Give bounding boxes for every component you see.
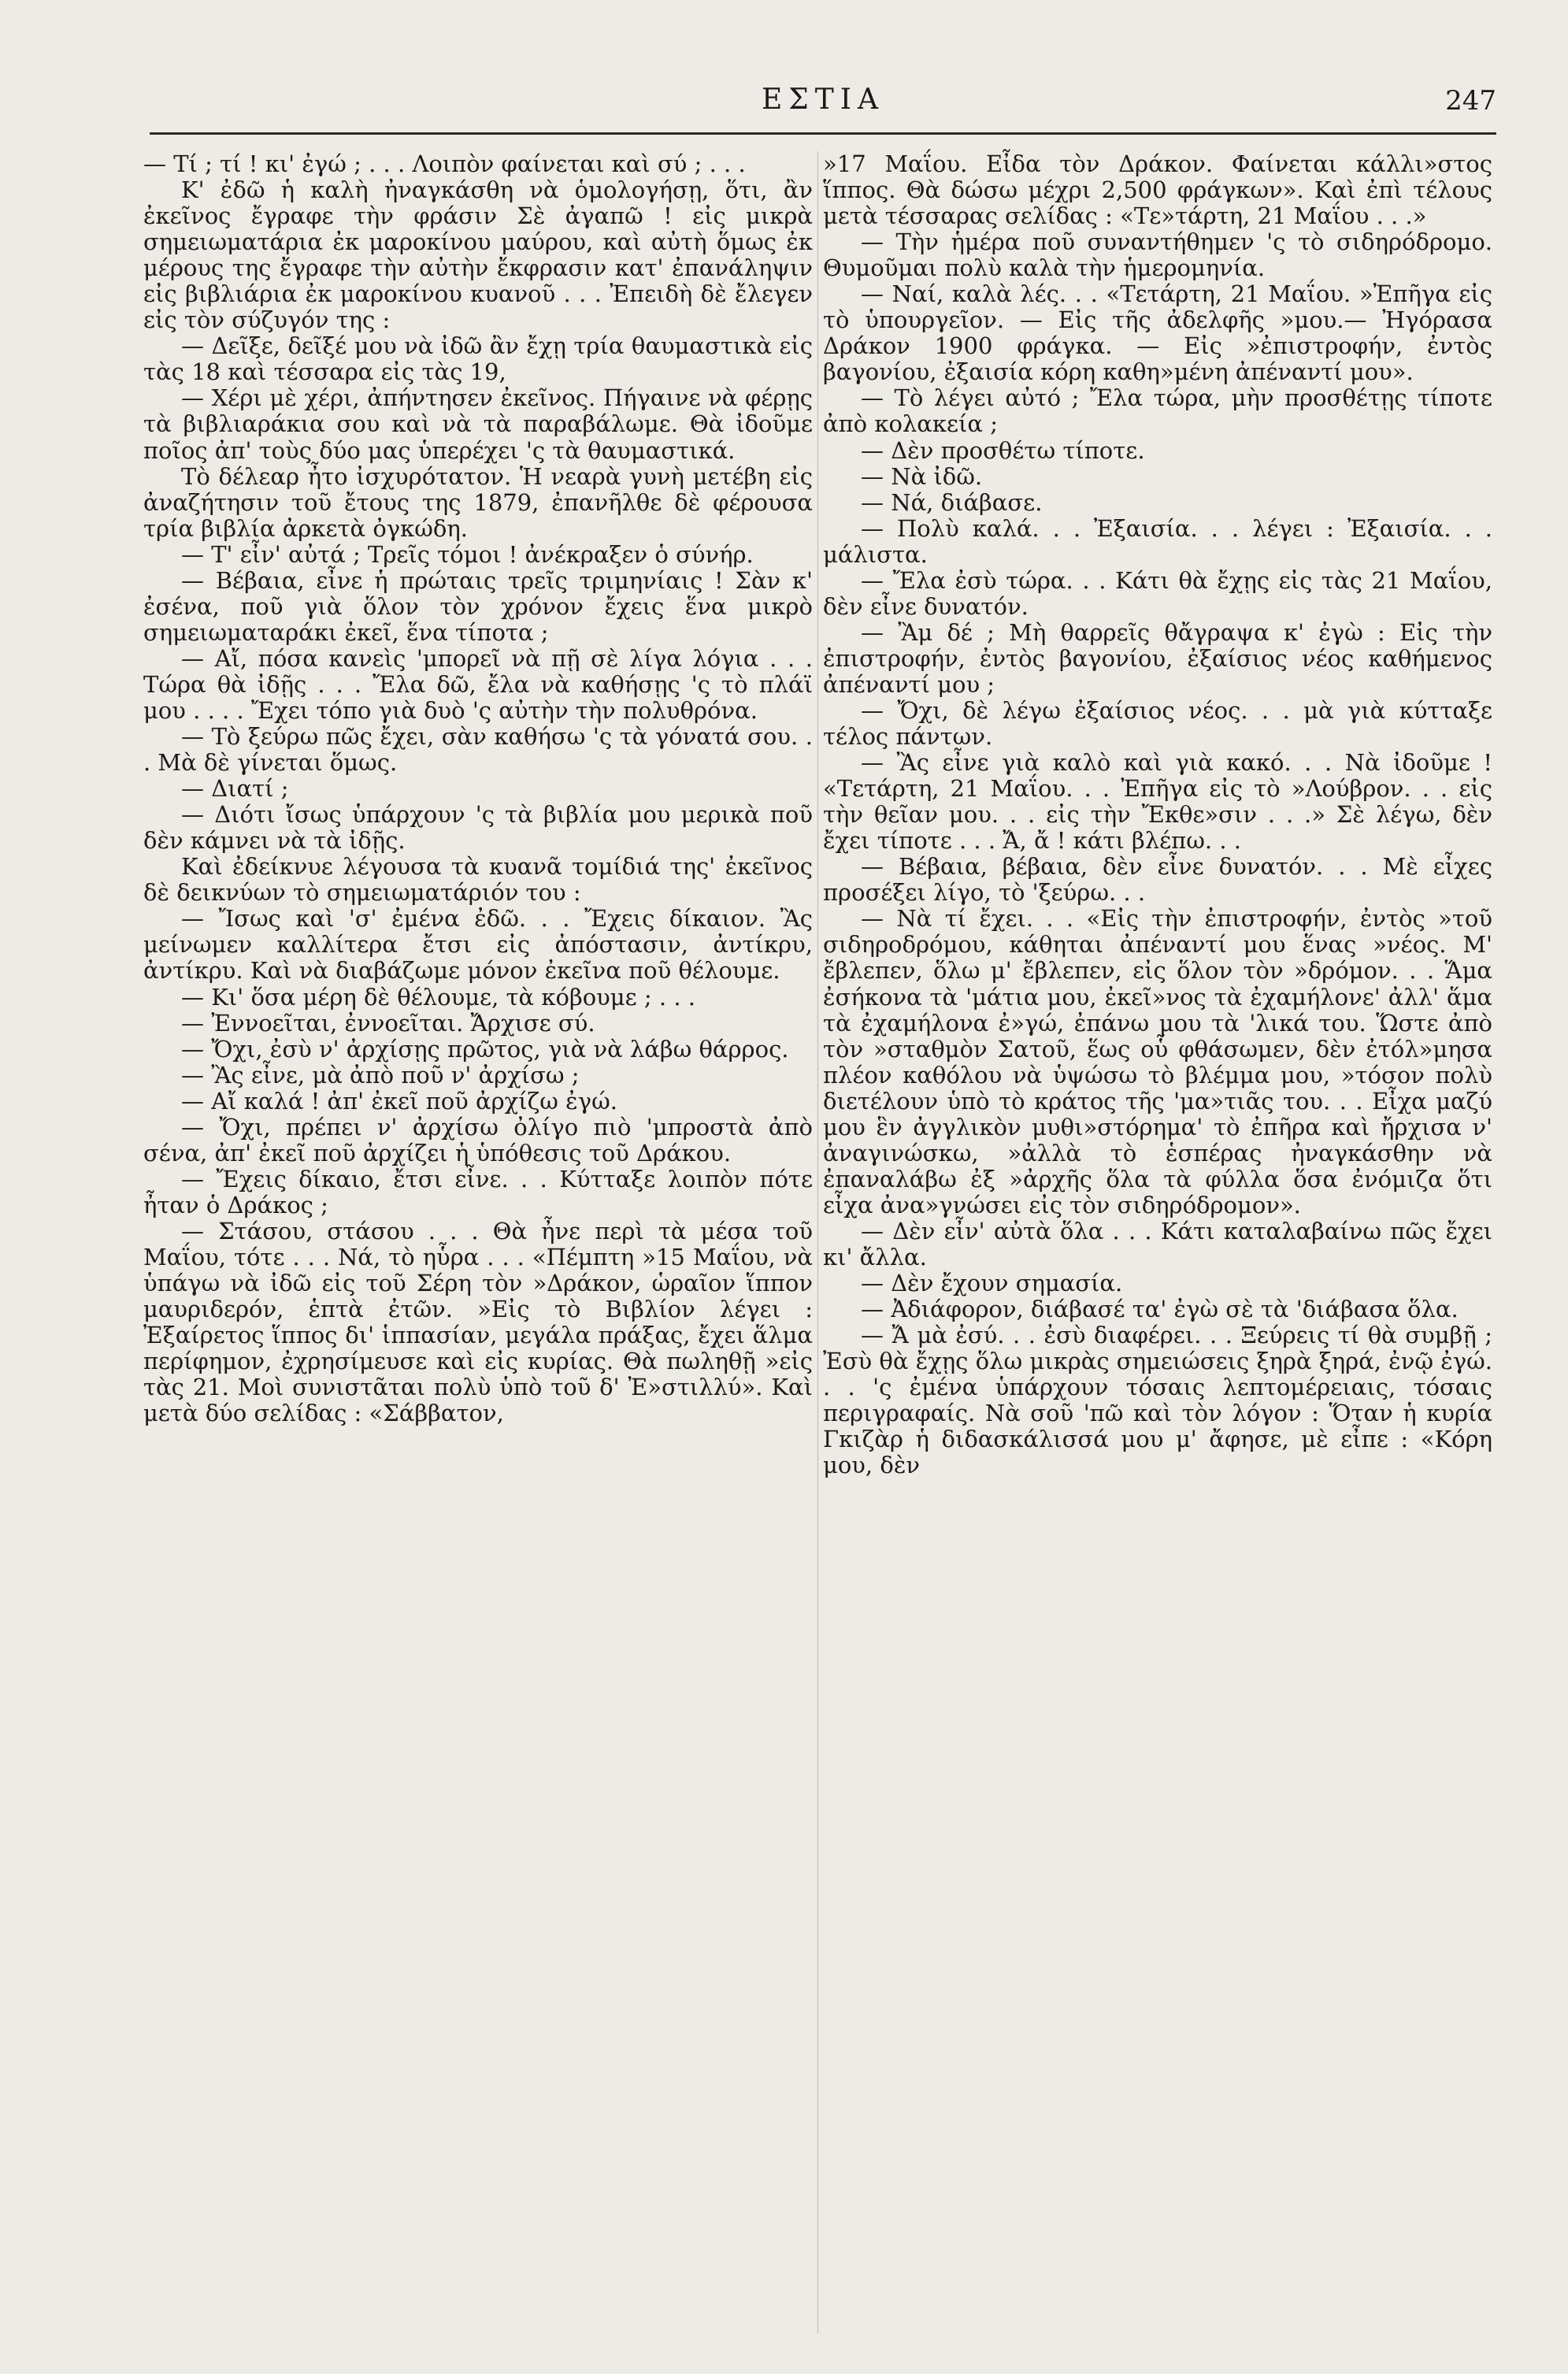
paragraph: — Δεῖξε, δεῖξέ μου νὰ ἰδῶ ἂν ἔχῃ τρία θαυμαστικὰ εἰς τὰς 18 καὶ τέσσαρα εἰς τὰς 19, xyxy=(143,332,813,386)
paragraph: — Χέρι μὲ χέρι, ἀπήντησεν ἐκεῖνος. Πήγαινε νὰ φέρῃς τὰ βιβλιαράκια σου καὶ νὰ τὰ παραβάλωμε. Θὰ ἰδοῦμε ποῖος ἀπ' τοὺς δύο μας ὑπερέχει 'ς τὰ θαυμαστικά. xyxy=(143,384,813,464)
paragraph: — Διατί ; xyxy=(181,775,289,803)
paragraph: Κ' ἐδῶ ἡ καλὴ ἠναγκάσθη νὰ ὁμολογήσῃ, ὅτι, ἂν ἐκεῖνος ἔγραφε τὴν φράσιν Σὲ ἀγαπῶ ! εἰς μικρὰ σημειωματάρια ἐκ μαροκίνου μαύρου, καὶ αὐτὴ ὅμως ἐκ μέρους της ἔγραφε τὴν αὐτὴν ἔκφρασιν κατ' ἐπανάληψιν εἰς βιβλιάρια ἐκ μαροκίνου κυανοῦ . . . Ἐπειδὴ δὲ ἔλεγεν εἰς τὸν σύζυγόν της : xyxy=(143,176,813,334)
paragraph: — Βέβαια, εἶνε ἡ πρώταις τρεῖς τριμηνίαις ! Σὰν κ' ἐσένα, ποῦ γιὰ ὅλον τὸν χρόνον ἔχεις ἕνα μικρὸ σημειωματαράκι ἐκεῖ, ἕνα τίποτα ; xyxy=(143,566,813,646)
paragraph: — Τί ; τί ! κι' ἐγώ ; . . . Λοιπὸν φαίνεται καὶ σύ ; . . . xyxy=(143,150,746,177)
paragraph: — Δὲν εἶν' αὐτὰ ὅλα . . . Κάτι καταλαβαίνω πῶς ἔχει κι' ἄλλα. xyxy=(823,1217,1492,1270)
paragraph: — Τὸ λέγει αὐτό ; Ἔλα τώρα, μὴν προσθέτῃς τίποτε ἀπὸ κολακεία ; xyxy=(823,384,1492,438)
paragraph: — Ἂς εἶνε, μὰ ἀπὸ ποῦ ν' ἀρχίσω ; xyxy=(181,1061,580,1089)
running-header xyxy=(150,77,1496,132)
paragraph: — Ἄ μὰ ἐσύ. . . ἐσὺ διαφέρει. . . Ξεύρεις τί θὰ συμβῇ ; Ἐσὺ θὰ ἔχῃς ὅλω μικρὰς σημειώσεις ξηρὰ ξηρά, ἐνῷ ἐγώ. . . 'ς ἐμένα ὑπάρχουν τόσαις λεπτομέρειαις, τόσαις περιγραφαίς. Νὰ σοῦ 'πῶ καὶ τὸν λόγον : Ὅταν ἡ κυρία Γκιζὰρ ἡ διδασκάλισσά μου μ' ἄφησε, μὲ εἶπε : «Κόρη μου, δὲν xyxy=(823,1322,1492,1479)
paragraph: — Πολὺ καλά. . . Ἐξαισία. . . λέγει : Ἐξαισία. . . μάλιστα. xyxy=(823,514,1492,568)
paragraph: — Διότι ἴσως ὑπάρχουν 'ς τὰ βιβλία μου μερικὰ ποῦ δὲν κάμνει νὰ τὰ ἰδῇς. xyxy=(143,801,813,855)
paragraph: — Ἂμ δέ ; Μὴ θαρρεῖς θἄγραψα κ' ἐγὼ : Εἰς τὴν ἐπιστροφήν, ἐντὸς βαγονίου, ἐξαίσιος νέος καθήμενος ἀπέναντί μου ; xyxy=(823,618,1492,698)
paragraph: — Ἔχεις δίκαιο, ἔτσι εἶνε. . . Κύτταξε λοιπὸν πότε ἦταν ὁ Δράκος ; xyxy=(143,1165,813,1219)
paragraph: — Αἴ καλά ! ἀπ' ἐκεῖ ποῦ ἀρχίζω ἐγώ. xyxy=(181,1087,617,1115)
paragraph: — Δὲν ἔχουν σημασία. xyxy=(861,1270,1123,1297)
paragraph: — Βέβαια, βέβαια, δὲν εἶνε δυνατόν. . . Μὲ εἶχες προσέξει λίγο, τὸ 'ξεύρω. . . xyxy=(823,853,1492,907)
paragraph: — Νὰ ἰδῶ. xyxy=(861,462,983,490)
paragraph: — Νά, διάβασε. xyxy=(861,488,1043,516)
paragraph: — Ἀδιάφορον, διάβασέ τα' ἐγὼ σὲ τὰ 'διάβασα ὅλα. xyxy=(861,1296,1459,1323)
paragraph: Τὸ δέλεαρ ἦτο ἰσχυρότατον. Ἡ νεαρὰ γυνὴ μετέβη εἰς ἀναζήτησιν τοῦ ἔτους της 1879, ἐπανῆλθε δὲ φέρουσα τρία βιβλία ἀρκετὰ ὀγκώδη. xyxy=(143,462,813,542)
paragraph: — Νὰ τί ἔχει. . . «Εἰς τὴν ἐπιστροφήν, ἐντὸς »τοῦ σιδηροδρόμου, κάθηται ἀπέναντί μου ἕνας »νέος. Μ' ἔβλεπεν, ὅλω μ' ἔβλεπεν, εἰς ὅλον τὸν »δρόμον. . . Ἅμα ἐσήκονα τὰ 'μάτια μου, ἐκεῖ»νος τὰ ἐχαμήλονε' ἀλλ' ἅμα τὰ ἐχαμήλονα ἐ»γώ, ἐπάνω μου τὰ 'λικά του. Ὥστε ἀπὸ τὸν »σταθμὸν Σατοῦ, ἕως οὗ φθάσωμεν, δὲν ἐτόλ»μησα πλέον καθόλου νὰ ὑψώσω τὸ βλέμμα μου, »τόσον πολὺ διετέλουν ὑπὸ τὸ κράτος τῆς 'μα»τιᾶς του. . . Εἶχα μαζύ μου ἓν ἀγγλικὸν μυθι»στόρημα' τὸ ἐπῆρα καὶ ἤρχισα ν' ἀναγινώσκω, »ἀλλὰ τὸ ἑσπέρας ἠναγκάσθην νὰ ἐπαναλάβω ἐξ »ἀρχῆς ὅλα τὰ φύλλα ὅσα ἐνόμιζα ὅτι εἶχα ἀνα»γνώσει εἰς τὸν σιδηρόδρομον». xyxy=(823,905,1492,1219)
paragraph: — Ναί, καλὰ λές. . . «Τετάρτη, 21 Μαΐου. »Ἐπῆγα εἰς τὸ ὑπουργεῖον. — Εἰς τῆς ἀδελφῆς »μου.— Ἠγόρασα Δράκον 1900 φράγκα. — Εἰς »ἐπιστροφήν, ἐντὸς βαγονίου, ἐξαισία κόρη καθη»μένη ἀπέναντί μου». xyxy=(823,280,1492,386)
paragraph: — Ἔλα ἐσὺ τώρα. . . Κάτι θὰ ἔχῃς εἰς τὰς 21 Μαΐου, δὲν εἶνε δυνατόν. xyxy=(823,566,1492,620)
paragraph: — Ἂς εἶνε γιὰ καλὸ καὶ γιὰ κακό. . . Νὰ ἰδοῦμε ! «Τετάρτη, 21 Μαΐου. . . Ἐπῆγα εἰς τὸ »Λούβρον. . . εἰς τὴν θεῖαν μου. . . εἰς τὴν Ἔκθε»σιν . . .» Σὲ λέγω, δὲν ἔχει τίποτε . . . Ἄ, ἄ ! κάτι βλέπω. . . xyxy=(823,749,1492,855)
right-column xyxy=(823,151,1492,1478)
paragraph: — Κι' ὅσα μέρη δὲ θέλουμε, τὰ κόβουμε ; . . . xyxy=(181,983,695,1011)
paragraph: — Δὲν προσθέτω τίποτε. xyxy=(861,436,1145,464)
paragraph: — Ἴσως καὶ 'σ' ἐμένα ἐδῶ. . . Ἔχεις δίκαιον. Ἂς μείνωμεν καλλίτερα ἔτσι εἰς ἀπόστασιν, ἀντίκρυ, ἀντίκρυ. Καὶ νὰ διαβάζωμε μόνον ἐκεῖνα ποῦ θέλουμε. xyxy=(143,905,813,985)
paragraph: — Τὸ ξεύρω πῶς ἔχει, σὰν καθήσω 'ς τὰ γόνατά σου. . . Μὰ δὲ γίνεται ὅμως. xyxy=(143,723,813,777)
paragraph: — Ἐννοεῖται, ἐννοεῖται. Ἄρχισε σύ. xyxy=(181,1009,595,1037)
paragraph: — Ὄχι, ἐσὺ ν' ἀρχίσῃς πρῶτος, γιὰ νὰ λάβω θάρρος. xyxy=(181,1035,789,1063)
header-rule xyxy=(150,132,1496,135)
paragraph: — Στάσου, στάσου . . . Θὰ ἦνε περὶ τὰ μέσα τοῦ Μαΐου, τότε . . . Νά, τὸ ηὗρα . . . «Πέμπτη »15 Μαΐου, νὰ ὑπάγω νὰ ἰδῶ εἰς τοῦ Σέρη τὸν »Δράκον, ὡραῖον ἵππον μαυριδερόν, ἑπτὰ ἐτῶν. »Εἰς τὸ Βιβλίον λέγει : Ἐξαίρετος ἵππος δι' ἱππασίαν, μεγάλα πράξας, ἔχει ἅλμα περίφημον, ἐχρησίμευσε καὶ εἰς κυρίας. Θὰ πωληθῇ »εἰς τὰς 21. Μοὶ συνιστᾶται πολὺ ὑπὸ τοῦ δ' Ἐ»στιλλύ». Καὶ μετὰ δύο σελίδας : «Σάββατον, xyxy=(143,1217,813,1427)
paragraph: »17 Μαΐου. Εἶδα τὸν Δράκον. Φαίνεται κάλλι»στος ἵππος. Θὰ δώσω μέχρι 2,500 φράγκων». Καὶ ἐπὶ τέλους μετὰ τέσσαρας σελίδας : «Τε»τάρτη, 21 Μαΐου . . .» xyxy=(823,150,1492,230)
paragraph: — Τὴν ἡμέρα ποῦ συναντήθημεν 'ς τὸ σιδηρόδρομο. Θυμοῦμαι πολὺ καλὰ τὴν ἡμερομηνία. xyxy=(823,228,1492,282)
column-divider xyxy=(817,151,818,2333)
paragraph: — Ὄχι, πρέπει ν' ἀρχίσω ὀλίγο πιὸ 'μπροστὰ ἀπὸ σένα, ἀπ' ἐκεῖ ποῦ ἀρχίζει ἡ ὑπόθεσις τοῦ Δράκου. xyxy=(143,1113,813,1167)
paragraph: — Ὄχι, δὲ λέγω ἐξαίσιος νέος. . . μὰ γιὰ κύτταξε τέλος πάντων. xyxy=(823,696,1492,751)
left-column xyxy=(143,151,813,1426)
running-title: ΕΣΤΙΑ xyxy=(762,83,884,116)
paragraph: — Αἴ, πόσα κανεὶς 'μπορεῖ νὰ πῇ σὲ λίγα λόγια . . . Τώρα θὰ ἰδῇς . . . Ἔλα δῶ, ἔλα νὰ καθήσῃς 'ς τὸ πλάϊ μου . . . . Ἔχει τόπο γιὰ δυὸ 'ς αὐτὴν τὴν πολυθρόνα. xyxy=(143,644,813,724)
paragraph: Καὶ ἐδείκνυε λέγουσα τὰ κυανᾶ τομίδιά της' ἐκεῖνος δὲ δεικνύων τὸ σημειωματάριόν του : xyxy=(143,853,813,907)
page-number: 247 xyxy=(1445,85,1496,117)
paragraph: — Τ' εἶν' αὐτά ; Τρεῖς τόμοι ! ἀνέκραξεν ὁ σύνήρ. xyxy=(181,540,754,568)
